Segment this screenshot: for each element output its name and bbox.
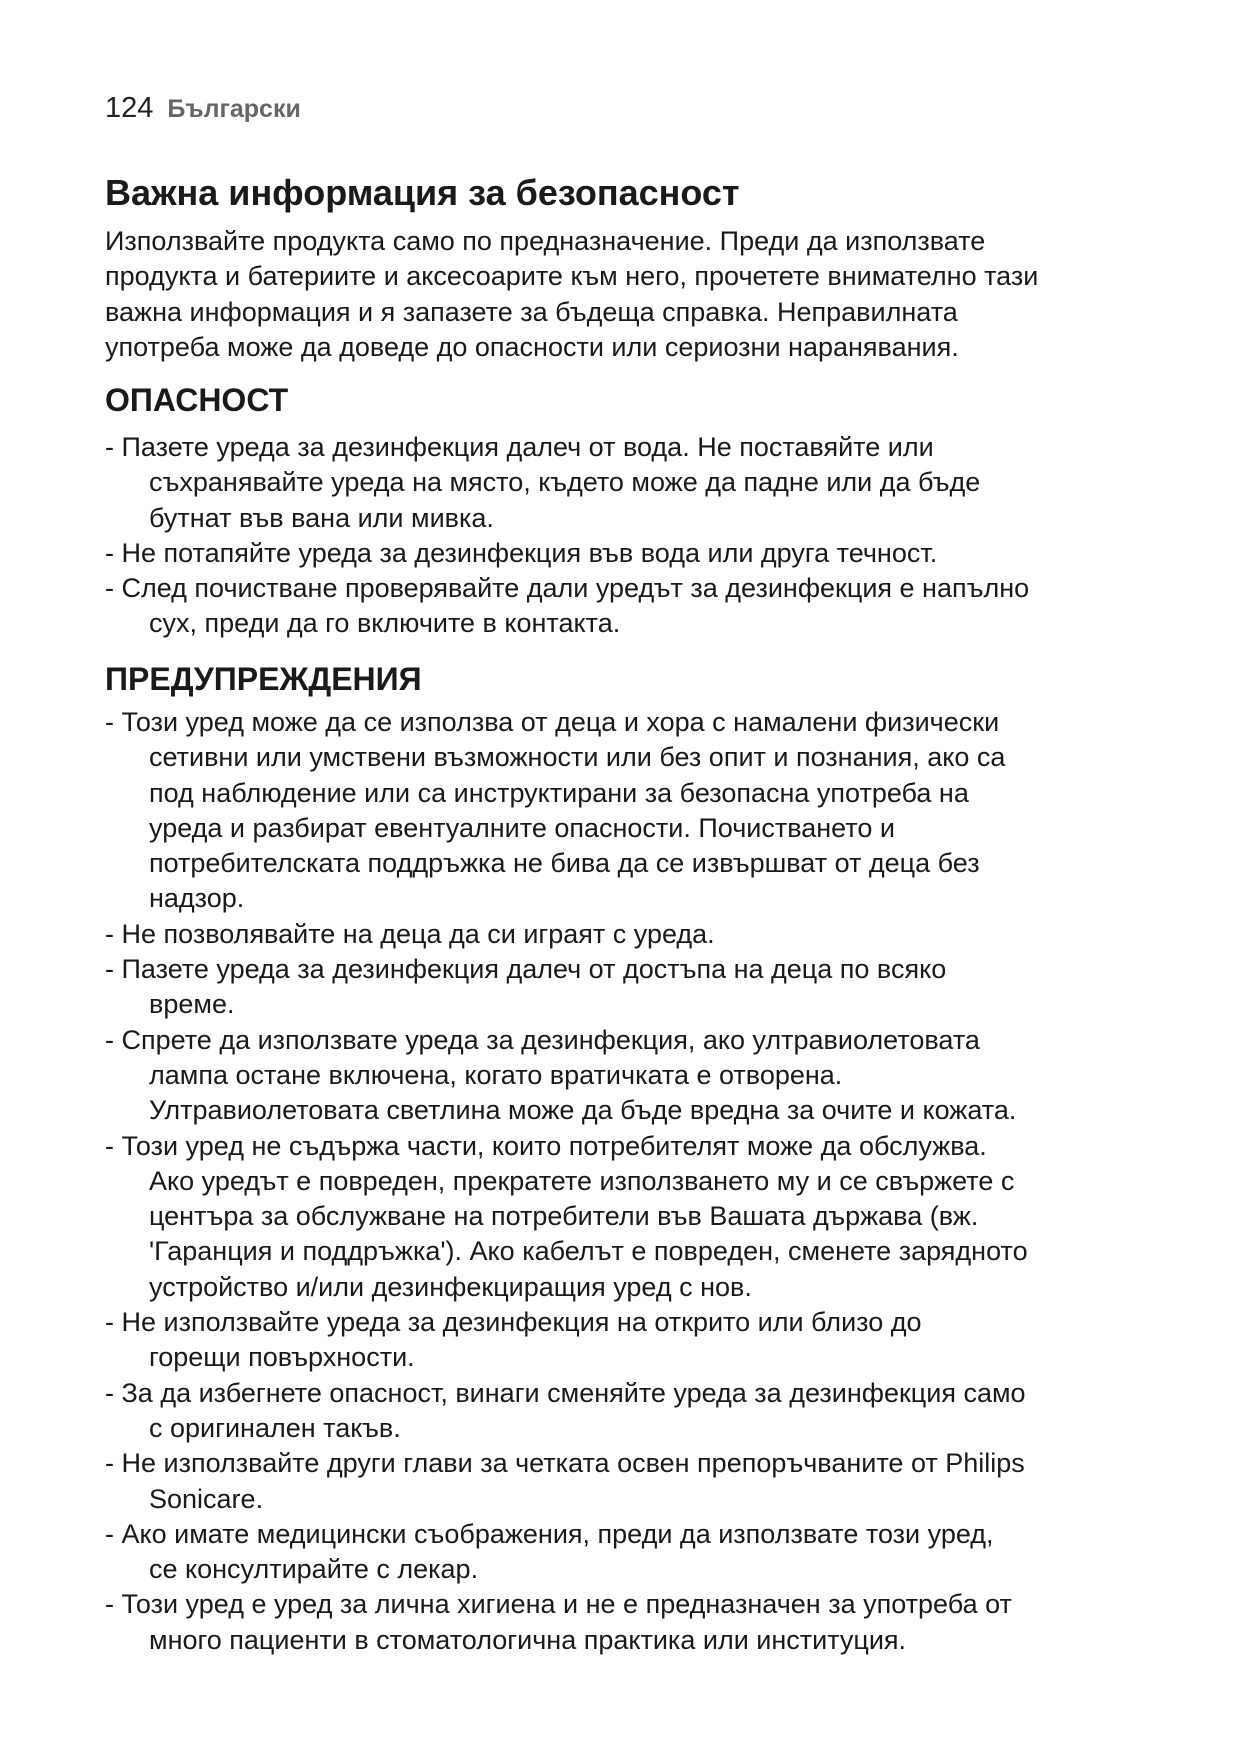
list-item-line: лампа остане включена, когато вратичката е отворена. bbox=[149, 1059, 843, 1090]
page-number: 124 bbox=[105, 92, 154, 124]
list-item-line: под наблюдение или са инструктирани за безопасна употреба на bbox=[149, 777, 969, 808]
list-item bbox=[105, 705, 1028, 917]
list-item-line: се консултирайте с лекар. bbox=[149, 1554, 479, 1585]
list-item-line: - Пазете уреда за дезинфекция далеч от достъпа на деца по всяко bbox=[105, 954, 947, 985]
list-item-line: - Не потапяйте уреда за дезинфекция във вода или друга течност. bbox=[105, 537, 938, 568]
list-item-line: Ултравиолетовата светлина може да бъде вредна за очите и кожата. bbox=[149, 1095, 1017, 1126]
list-item-line: - Не използвайте уреда за дезинфекция на открито или близо до bbox=[105, 1307, 922, 1338]
intro-line: употреба може да доведе до опасности или сериозни наранявания. bbox=[105, 331, 959, 362]
danger-heading: ОПАСНОСТ bbox=[105, 382, 289, 418]
list-item-line: - Този уред може да се използва от деца и хора с намалени физически bbox=[105, 707, 1000, 737]
intro-line: Използвайте продукта само по предназначение. Преди да използвате bbox=[105, 226, 986, 256]
list-item bbox=[105, 1129, 1028, 1305]
page-header bbox=[105, 92, 301, 125]
list-item-line: надзор. bbox=[149, 883, 245, 914]
list-item-line: уреда и разбират евентуалните опасности. Почистването и bbox=[149, 812, 895, 843]
list-item-line: бутнат във вана или мивка. bbox=[149, 502, 494, 533]
list-item-line: - Не използвайте други глави за четката освен препоръчваните от Philips bbox=[105, 1448, 1025, 1479]
list-item-line: с оригинален такъв. bbox=[149, 1412, 401, 1443]
list-item-line: - Спрете да използвате уреда за дезинфекция, ако ултравиолетовата bbox=[105, 1024, 980, 1055]
list-item bbox=[105, 1305, 1028, 1376]
list-item-line: - Този уред е уред за лична хигиена и не е предназначен за употреба от bbox=[105, 1589, 1012, 1620]
list-item-line: много пациенти в стоматологична практика или институция. bbox=[149, 1624, 907, 1655]
list-item bbox=[105, 430, 1029, 536]
list-item-line: потребителската поддръжка не бива да се извършват от деца без bbox=[149, 848, 980, 879]
danger-list bbox=[105, 430, 1029, 642]
page-title: Важна информация за безопасност bbox=[105, 172, 740, 213]
list-item bbox=[105, 536, 1029, 571]
list-item-line: Sonicare. bbox=[149, 1483, 264, 1514]
list-item bbox=[105, 1587, 1028, 1658]
list-item bbox=[105, 1376, 1028, 1447]
list-item bbox=[105, 952, 1028, 1023]
intro-line: важна информация и я запазете за бъдеща справка. Неправилната bbox=[105, 296, 958, 327]
list-item-line: центъра за обслужване на потребители във Вашата държава (вж. bbox=[149, 1201, 979, 1232]
list-item bbox=[105, 571, 1029, 642]
list-item-line: - За да избегнете опасност, винаги сменяйте уреда за дезинфекция само bbox=[105, 1377, 1026, 1408]
list-item-line: - Ако имате медицински съображения, преди да използвате този уред, bbox=[105, 1518, 994, 1549]
intro-paragraph bbox=[105, 224, 1038, 365]
list-item-line: съхранявайте уреда на място, където може да падне или да бъде bbox=[149, 467, 981, 498]
warnings-heading: ПРЕДУПРЕЖДЕНИЯ bbox=[105, 661, 422, 697]
list-item-line: - Този уред не съдържа части, които потребителят може да обслужва. bbox=[105, 1130, 987, 1161]
list-item bbox=[105, 917, 1028, 952]
list-item-line: - След почистване проверявайте дали уредът за дезинфекция е напълно bbox=[105, 573, 1030, 604]
list-item bbox=[105, 1517, 1028, 1588]
list-item-line: горещи повърхности. bbox=[149, 1342, 415, 1373]
list-item-line: - Не позволявайте на деца да си играят с уреда. bbox=[105, 918, 715, 949]
language-label: Български bbox=[167, 95, 301, 123]
list-item-line: сетивни или умствени възможности или без опит и познания, ако са bbox=[149, 742, 1006, 773]
intro-line: продукта и батериите и аксесоарите към него, прочетете внимателно тази bbox=[105, 261, 1039, 292]
list-item-line: сух, преди да го включите в контакта. bbox=[149, 608, 621, 639]
list-item-line: - Пазете уреда за дезинфекция далеч от вода. Не поставяйте или bbox=[105, 432, 934, 462]
list-item-line: Ако уредът е повреден, прекратете използването му и се свържете с bbox=[149, 1165, 1015, 1196]
list-item bbox=[105, 1446, 1028, 1517]
list-item-line: 'Гаранция и поддръжка'). Ако кабелът е повреден, сменете зарядното bbox=[149, 1236, 1028, 1267]
warnings-list bbox=[105, 705, 1028, 1658]
list-item bbox=[105, 1023, 1028, 1129]
list-item-line: време. bbox=[149, 989, 235, 1020]
list-item-line: устройство и/или дезинфекциращия уред с нов. bbox=[149, 1271, 752, 1302]
